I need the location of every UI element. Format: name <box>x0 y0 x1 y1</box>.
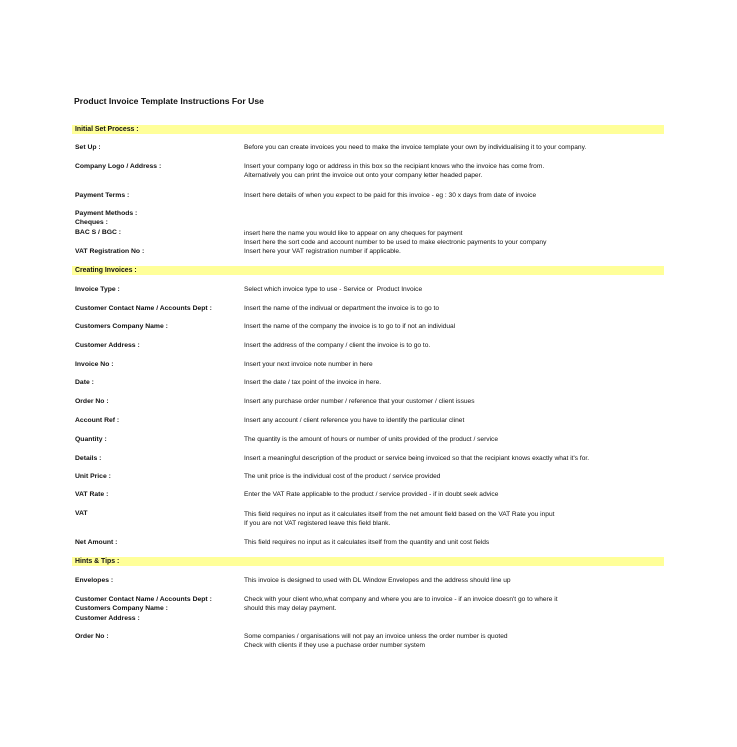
field-description: Insert here your VAT registration number if applicable. <box>244 248 401 255</box>
field-description: The quantity is the amount of hours or number of units provided of the product / service <box>244 436 498 443</box>
section-header-creating-invoices <box>72 266 664 275</box>
field-description: This field requires no input as it calculates itself from the quantity and unit cost fields <box>244 539 490 546</box>
field-description: This invoice is designed to used with DL Window Envelopes and the address should line up <box>244 577 511 584</box>
field-description: Insert the name of the indivual or department the invoice is to go to <box>244 305 439 312</box>
field-label: Account Ref : <box>75 417 120 424</box>
section-header-initial-set-process <box>72 125 664 134</box>
section-header-label: Creating Invoices : <box>75 267 137 274</box>
field-label: Customers Company Name : <box>75 323 168 330</box>
section-header-label: Initial Set Process : <box>75 126 139 133</box>
field-label: VAT Registration No : <box>75 248 145 255</box>
field-label: Set Up : <box>75 144 101 151</box>
field-label: Company Logo / Address : <box>75 163 162 170</box>
section-header-label: Hints & Tips : <box>75 558 120 565</box>
field-label: Customer Contact Name / Accounts Dept : <box>75 305 212 312</box>
field-label: Payment Terms : <box>75 192 130 199</box>
field-description: Insert any account / client reference you have to identify the particular clinet <box>244 417 465 424</box>
field-description: Insert here details of when you expect to be paid for this invoice - eg : 30 x days from date of invoice <box>244 192 537 199</box>
field-description: Insert the name of the company the invoice is to go to if not an individual <box>244 323 456 330</box>
field-label: Envelopes : <box>75 577 114 584</box>
field-label: Customer Contact Name / Accounts Dept : Customers Company Name : Customer Address : <box>75 596 212 622</box>
field-description: Select which invoice type to use - Service or Product Invoice <box>244 286 423 293</box>
field-description: insert here the name you would like to appear on any cheques for payment Insert here the sort code and account number to be used to make electronic payments to your company <box>244 229 547 246</box>
field-label: Invoice Type : <box>75 286 120 293</box>
field-label: Order No : <box>75 633 109 640</box>
field-description: Insert the date / tax point of the invoice in here. <box>244 379 382 386</box>
field-label: Invoice No : <box>75 361 114 368</box>
field-description: Enter the VAT Rate applicable to the product / service provided - if in doubt seek advice <box>244 491 499 498</box>
field-label: Date : <box>75 379 94 386</box>
field-description: Insert your next invoice note number in here <box>244 361 373 368</box>
field-description: Before you can create invoices you need to make the invoice template your own by individualising it to your company. <box>244 144 587 151</box>
field-label: Order No : <box>75 398 109 405</box>
field-label: Net Amount : <box>75 539 118 546</box>
field-label: Quantity : <box>75 436 107 443</box>
field-description: The unit price is the individual cost of the product / service provided <box>244 473 441 480</box>
field-description: Insert the address of the company / client the invoice is to go to. <box>244 342 431 349</box>
document-title: Product Invoice Template Instructions For Use <box>74 96 264 106</box>
field-description: Insert any purchase order number / reference that your customer / client issues <box>244 398 475 405</box>
field-description: Insert a meaningful description of the product or service being invoiced so that the recipiant knows exactly what it's for. <box>244 455 590 462</box>
field-description: Check with your client who,what company and where you are to invoice - if an invoice doesn't go to where it should this may delay payment. <box>244 596 558 613</box>
field-description: Some companies / organisations will not pay an invoice unless the order number is quoted Check with clients if they use a puchase order number system <box>244 633 508 650</box>
field-description: This field requires no input as it calculates itself from the net amount field based on the VAT Rate you input If you are not VAT registered leave this field blank. <box>244 511 555 528</box>
field-description: Insert your company logo or address in this box so the recipiant knows who the invoice has come from. Alternatively you can print the invoice out onto your company letter headed paper. <box>244 163 545 180</box>
field-label: Customer Address : <box>75 342 140 349</box>
field-label: Payment Methods : Cheques : BAC S / BGC : <box>75 210 138 236</box>
field-label: VAT Rate : <box>75 491 109 498</box>
field-label: VAT <box>75 510 88 517</box>
section-header-hints-tips <box>72 557 664 566</box>
field-label: Unit Price : <box>75 473 111 480</box>
field-label: Details : <box>75 455 102 462</box>
